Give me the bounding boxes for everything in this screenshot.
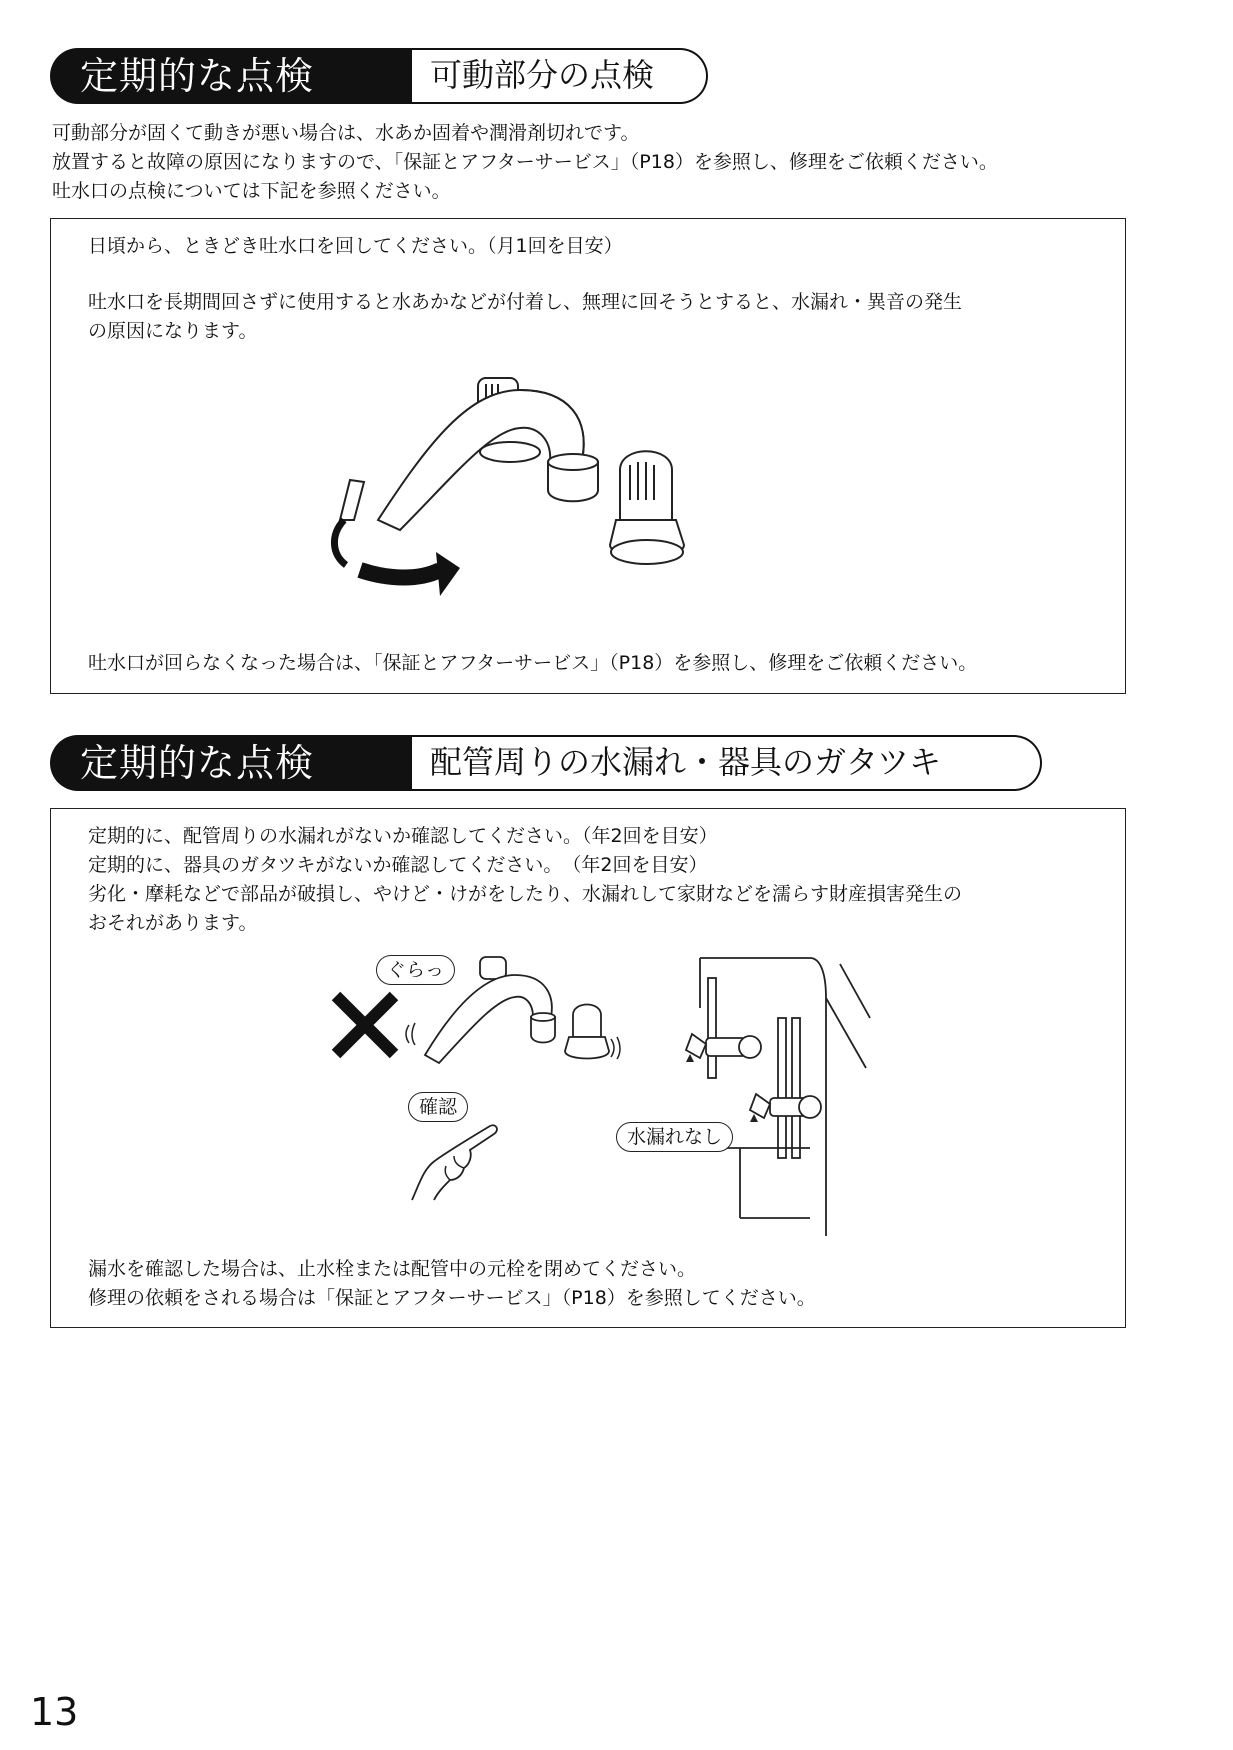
section1-intro-3: 吐水口の点検については下記を参照ください。: [52, 180, 451, 202]
section2-label: 定期的な点検: [50, 735, 412, 791]
pipe-valves-illustration: [670, 958, 870, 1238]
section1-box-line3: の原因になります。: [88, 320, 258, 342]
section1-box-line1: 日頃から、ときどき吐水口を回してください。（月1回を目安）: [88, 235, 623, 257]
section2-box-line3: 劣化・摩耗などで部品が破損し、やけど・けがをしたり、水漏れして家財などを濡らす財産損害発生の: [88, 883, 963, 905]
section1-label: 定期的な点検: [50, 48, 412, 104]
section2-box-line4: おそれがあります。: [88, 912, 258, 934]
section2-header: [50, 735, 1050, 791]
page-number: 13: [30, 1690, 79, 1734]
prohibited-x-icon: [330, 990, 400, 1060]
section2-title: 配管周りの水漏れ・器具のガタツキ: [412, 735, 1042, 791]
section1-intro-2: 放置すると故障の原因になりますので、「保証とアフターサービス」（P18）を参照し、修理をご依頼ください。: [52, 151, 998, 173]
section1-intro-1: 可動部分が固くて動きが悪い場合は、水あか固着や潤滑剤切れです。: [52, 122, 640, 144]
section2-box-footer-2: 修理の依頼をされる場合は「保証とアフターサービス」（P18）を参照してください。: [88, 1287, 816, 1309]
wobble-callout: ぐらっ: [376, 955, 455, 985]
section2-box-line1: 定期的に、配管周りの水漏れがないか確認してください。（年2回を目安）: [88, 825, 718, 847]
section1-box-footer: 吐水口が回らなくなった場合は、「保証とアフターサービス」（P18）を参照し、修理をご依頼ください。: [88, 652, 978, 674]
check-callout: 確認: [408, 1092, 468, 1122]
section1-title: 可動部分の点検: [412, 48, 708, 104]
no-leak-callout: 水漏れなし: [616, 1122, 733, 1152]
section2-box-line2: 定期的に、器具のガタツキがないか確認してください。 （年2回を目安）: [88, 854, 708, 876]
pointing-hand-icon: [410, 1120, 500, 1202]
faucet-spout-illustration: [320, 370, 700, 610]
section2-box-footer-1: 漏水を確認した場合は、止水栓または配管中の元栓を閉めてください。: [88, 1258, 697, 1280]
section1-header: [50, 48, 710, 104]
section1-box-line2: 吐水口を長期間回さずに使用すると水あかなどが付着し、無理に回そうとすると、水漏れ・異音の発生: [88, 291, 963, 313]
